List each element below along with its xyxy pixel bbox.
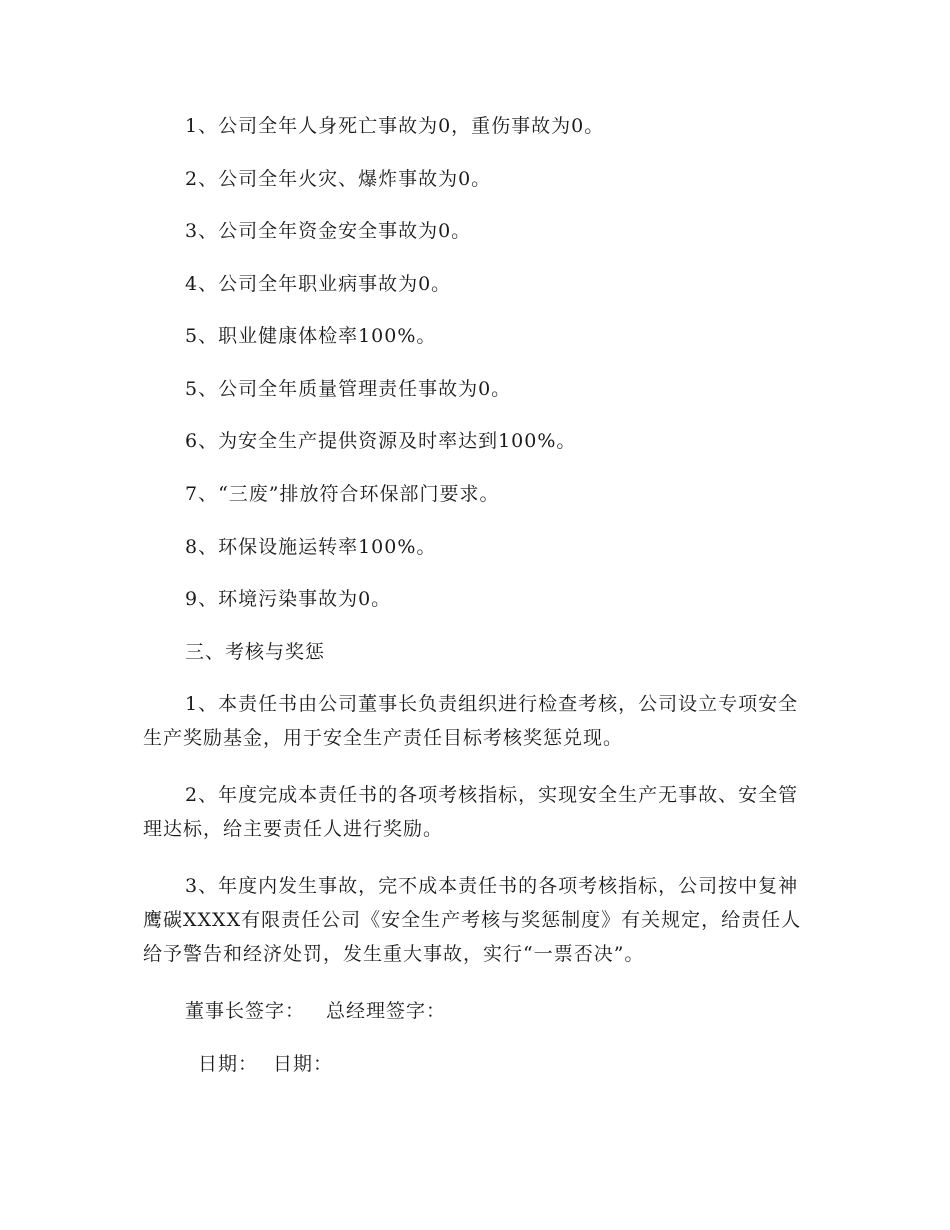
target-item-1: 1、公司全年人身死亡事故为0，重伤事故为0。 <box>185 115 605 137</box>
target-item-7: 6、为安全生产提供资源及时率达到100%。 <box>185 430 577 452</box>
date-label-chairman: 日期： <box>198 1053 259 1075</box>
target-item-2: 2、公司全年火灾、爆炸事故为0。 <box>185 168 492 190</box>
target-item-9: 8、环保设施运转率100%。 <box>185 536 437 558</box>
target-item-4: 4、公司全年职业病事故为0。 <box>185 273 452 295</box>
assessment-paragraph-2: 2、年度完成本责任书的各项考核指标，实现安全生产无事故、安全管理达标，给主要责任人进行奖励。 <box>143 784 799 840</box>
target-item-10: 9、环境污染事故为0。 <box>185 588 392 610</box>
general-manager-signature-label: 总经理签字： <box>326 1000 447 1022</box>
assessment-paragraph-1: 1、本责任书由公司董事长负责组织进行检查考核，公司设立专项安全生产奖励基金，用于安全生产责任目标考核奖惩兑现。 <box>143 693 799 749</box>
date-label-general-manager: 日期： <box>273 1053 334 1075</box>
target-item-3: 3、公司全年资金安全事故为0。 <box>185 220 472 242</box>
target-item-6: 5、公司全年质量管理责任事故为0。 <box>185 378 512 400</box>
target-item-8: 7、“三废”排放符合环保部门要求。 <box>185 483 500 505</box>
chairman-signature-label: 董事长签字： <box>185 1000 306 1022</box>
target-item-5: 5、职业健康体检率100%。 <box>185 325 437 347</box>
assessment-paragraph-3: 3、年度内发生事故，完不成本责任书的各项考核指标，公司按中复神鹰碳XXXX有限责任公司《安全生产考核与奖惩制度》有关规定，给责任人给予警告和经济处罚，发生重大事故，实行“一票否决”。 <box>143 875 802 965</box>
section-heading: 三、考核与奖惩 <box>185 641 326 663</box>
